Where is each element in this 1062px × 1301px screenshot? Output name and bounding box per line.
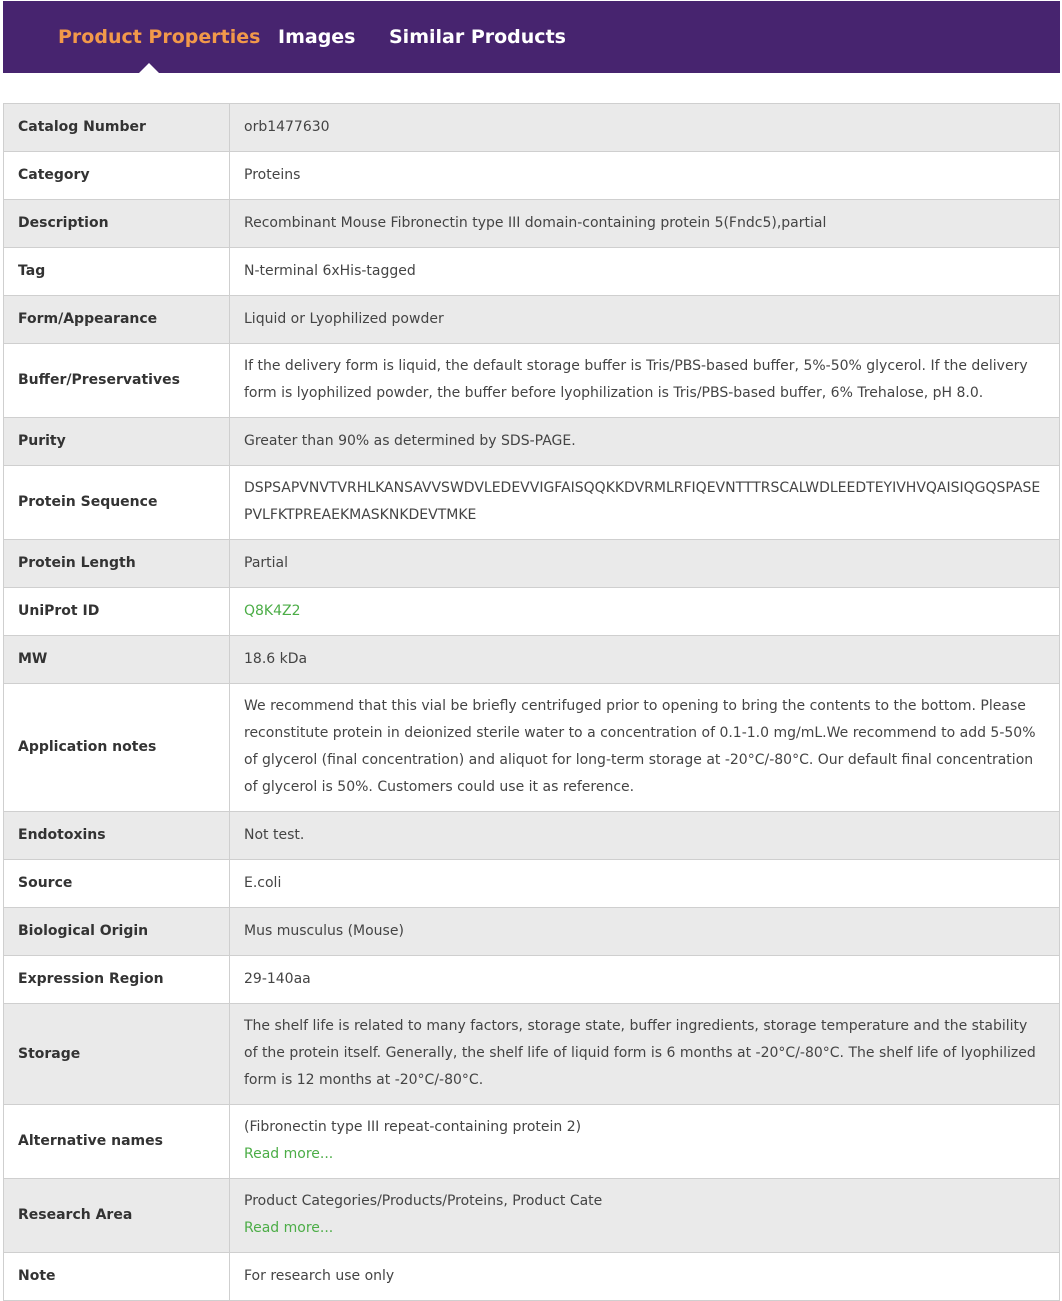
row-label: Buffer/Preservatives (4, 344, 230, 418)
alternative-names-text: (Fibronectin type III repeat-containing protein 2) (244, 1119, 582, 1135)
table-row (4, 200, 1060, 248)
row-value: We recommend that this vial be briefly centrifuged prior to opening to bring the contents to the bottom. Please reconstitute protein in deionized sterile water to a concentration of 0.1-1.0 mg/mL.We recommend to add 5-50% of glycerol (final concentration) and aliquot for long-term storage at -20°C/-80°C. Our default final concentration of glycerol is 50%. Customers could use it as reference. (230, 684, 1060, 812)
row-value: 29-140aa (230, 956, 1060, 1004)
table-row (4, 812, 1060, 860)
table-row (4, 1179, 1060, 1253)
table-row (4, 1105, 1060, 1179)
row-value: 18.6 kDa (230, 636, 1060, 684)
row-value: Partial (230, 540, 1060, 588)
row-label: Description (4, 200, 230, 248)
row-value: DSPSAPVNVTVRHLKANSAVVSWDVLEDEVVIGFAISQQKKDVRMLRFIQEVNTTTRSCALWDLEEDTEYIVHVQAISIQGQSPASEPVLFKTPREAEKMASKNKDEVTMKE (230, 466, 1060, 540)
row-label: Purity (4, 418, 230, 466)
row-label: Category (4, 152, 230, 200)
table-row (4, 684, 1060, 812)
row-value: Proteins (230, 152, 1060, 200)
alternative-names-read-more-link[interactable]: Read more... (244, 1146, 334, 1162)
table-row (4, 588, 1060, 636)
table-row (4, 636, 1060, 684)
row-value (230, 1179, 1060, 1253)
row-label: Alternative names (4, 1105, 230, 1179)
row-value: Recombinant Mouse Fibronectin type III domain-containing protein 5(Fndc5),partial (230, 200, 1060, 248)
tab-images[interactable]: Images (278, 26, 356, 48)
row-label: Protein Length (4, 540, 230, 588)
table-row (4, 344, 1060, 418)
row-label: Storage (4, 1004, 230, 1105)
row-value: E.coli (230, 860, 1060, 908)
row-value: N-terminal 6xHis-tagged (230, 248, 1060, 296)
table-row (4, 466, 1060, 540)
row-label: Source (4, 860, 230, 908)
row-label: Application notes (4, 684, 230, 812)
row-value: Liquid or Lyophilized powder (230, 296, 1060, 344)
row-value: If the delivery form is liquid, the default storage buffer is Tris/PBS-based buffer, 5%-50% glycerol. If the delivery form is lyophilized powder, the buffer before lyophilization is Tris/PBS-based buffer, 6% Trehalose, pH 8.0. (230, 344, 1060, 418)
table-row (4, 540, 1060, 588)
table-row (4, 1004, 1060, 1105)
active-tab-pointer (139, 63, 159, 73)
row-label: Biological Origin (4, 908, 230, 956)
table-row (4, 248, 1060, 296)
table-row (4, 296, 1060, 344)
tab-product-properties[interactable]: Product Properties (58, 26, 261, 48)
table-row (4, 152, 1060, 200)
row-label: UniProt ID (4, 588, 230, 636)
row-value: Mus musculus (Mouse) (230, 908, 1060, 956)
table-row (4, 860, 1060, 908)
row-value (230, 1105, 1060, 1179)
row-label: Form/Appearance (4, 296, 230, 344)
row-label: Note (4, 1253, 230, 1301)
row-value (230, 588, 1060, 636)
row-label: Tag (4, 248, 230, 296)
table-row (4, 908, 1060, 956)
table-row (4, 1253, 1060, 1301)
product-properties-table (3, 103, 1060, 1301)
row-value: For research use only (230, 1253, 1060, 1301)
table-row (4, 418, 1060, 466)
tab-similar-products[interactable]: Similar Products (389, 26, 566, 48)
row-value: orb1477630 (230, 104, 1060, 152)
table-row (4, 956, 1060, 1004)
uniprot-id-link[interactable]: Q8K4Z2 (244, 602, 301, 619)
row-label: Protein Sequence (4, 466, 230, 540)
row-label: MW (4, 636, 230, 684)
row-value: Not test. (230, 812, 1060, 860)
product-tabs-bar (3, 1, 1060, 73)
research-area-text: Product Categories/Products/Proteins, Product Cate (244, 1193, 603, 1209)
row-label: Catalog Number (4, 104, 230, 152)
row-value: The shelf life is related to many factors, storage state, buffer ingredients, storage temperature and the stability of the protein itself. Generally, the shelf life of liquid form is 6 months at -20°C/-80°C. The shelf life of lyophilized form is 12 months at -20°C/-80°C. (230, 1004, 1060, 1105)
row-label: Endotoxins (4, 812, 230, 860)
research-area-read-more-link[interactable]: Read more... (244, 1220, 334, 1236)
row-value: Greater than 90% as determined by SDS-PAGE. (230, 418, 1060, 466)
table-row (4, 104, 1060, 152)
row-label: Research Area (4, 1179, 230, 1253)
row-label: Expression Region (4, 956, 230, 1004)
